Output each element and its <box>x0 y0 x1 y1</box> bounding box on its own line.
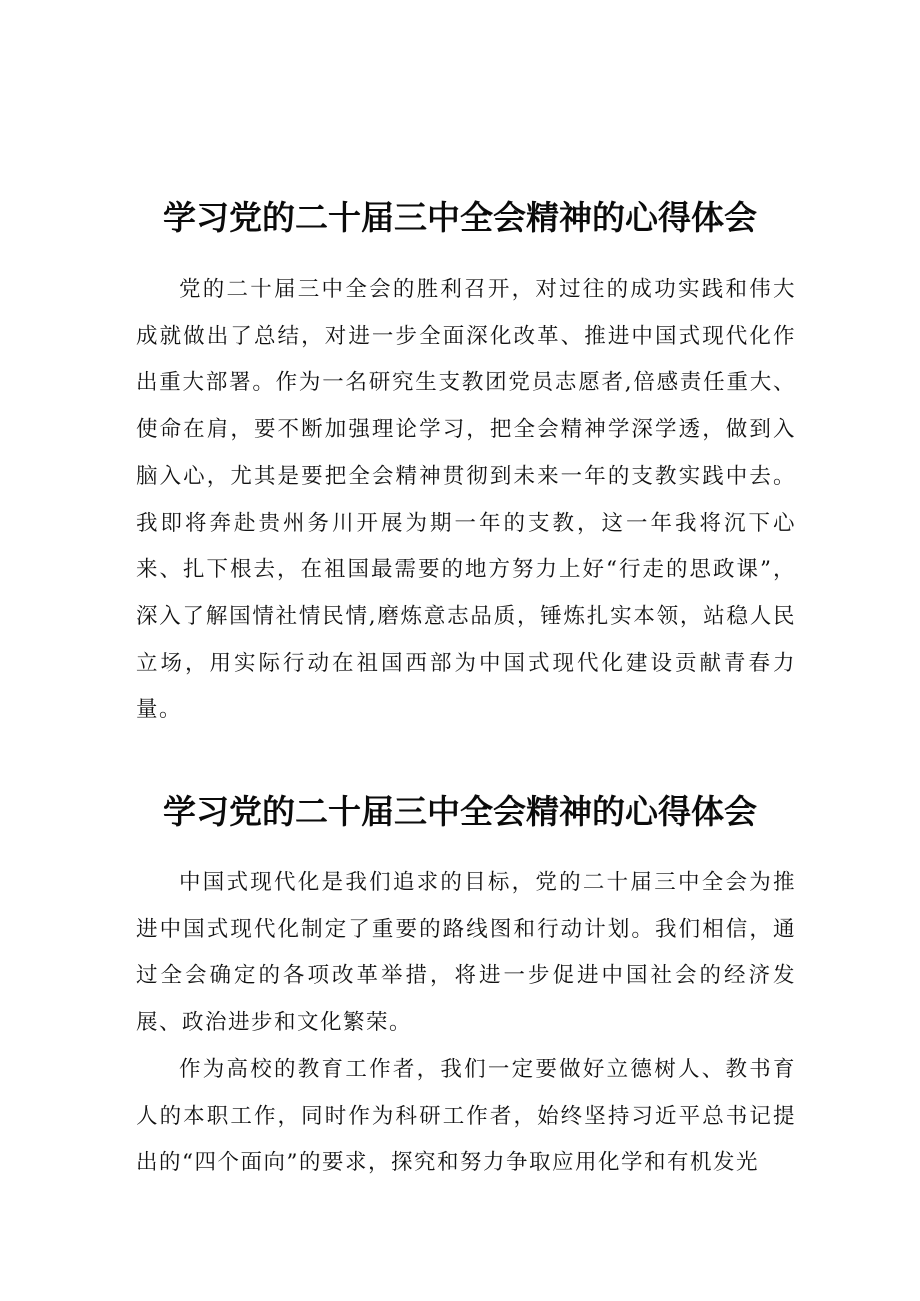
section-title: 学习党的二十届三中全会精神的心得体会 <box>163 198 757 238</box>
paragraph: 党的二十届三中全会的胜利召开，对过往的成功实践和伟大成就做出了总结，对进一步全面深化改革、推进中国式现代化作出重大部署。作为一名研究生支教团党员志愿者,倍感责任重大、使命在肩，要不断加强理论学习，把全会精神学深学透，做到入脑入心，尤其是要把全会精神贯彻到未来一年的支教实践中去。我即将奔赴贵州务川开展为期一年的支教，这一年我将沉下心来、扎下根去，在祖国最需要的地方努力上好“行走的思政课”，深入了解国情社情民情,磨炼意志品质，锤炼扎实本领，站稳人民立场，用实际行动在祖国西部为中国式现代化建设贡献青春力量。 <box>136 277 796 723</box>
section-title: 学习党的二十届三中全会精神的心得体会 <box>163 792 757 832</box>
section-body <box>136 860 796 1187</box>
paragraph: 中国式现代化是我们追求的目标，党的二十届三中全会为推进中国式现代化制定了重要的路线图和行动计划。我们相信，通过全会确定的各项改革举措，将进一步促进中国社会的经济发展、政治进步和文化繁荣。 <box>136 870 796 1036</box>
section-body <box>136 267 796 734</box>
paragraph: 作为高校的教育工作者，我们一定要做好立德树人、教书育人的本职工作，同时作为科研工作者，始终坚持习近平总书记提出的“四个面向”的要求，探究和努力争取应用化学和有机发光 <box>136 1056 796 1176</box>
